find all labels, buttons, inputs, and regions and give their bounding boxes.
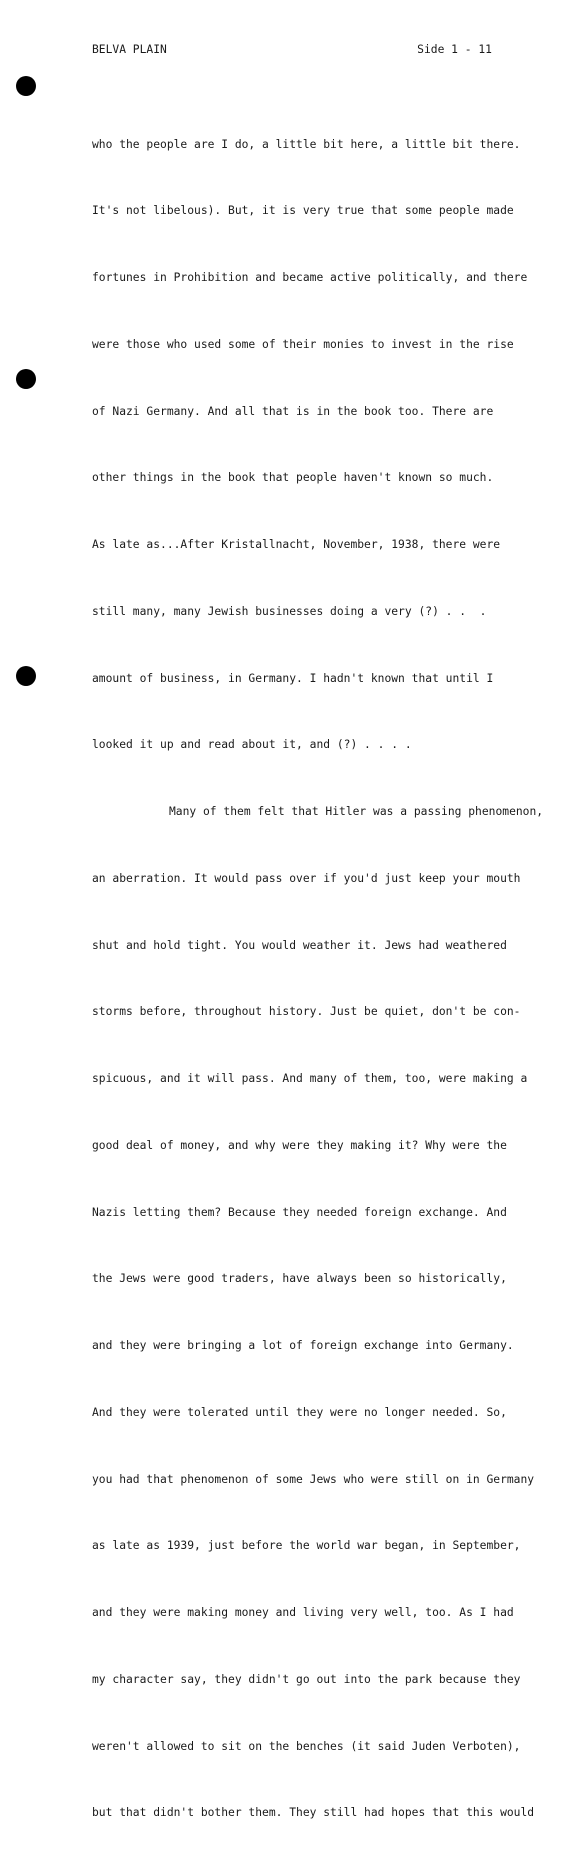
text-line: who the people are I do, a little bit here, a little bit there. — [92, 137, 521, 151]
binder-hole-icon — [16, 666, 36, 686]
text-line: shut and hold tight. You would weather it. Jews had weathered — [92, 938, 507, 952]
text-line: of Nazi Germany. And all that is in the book too. There are — [92, 404, 494, 418]
text-line: And they were tolerated until they were no longer needed. So, — [92, 1405, 507, 1419]
text-line: As late as...After Kristallnacht, November, 1938, there were — [92, 538, 501, 551]
text-line: the Jews were good traders, have always been so historically, — [92, 1272, 507, 1286]
header-author: BELVA PLAIN — [92, 43, 167, 56]
text-line: my character say, they didn't go out into the park because they — [92, 1672, 521, 1686]
text-line: as late as 1939, just before the world war began, in September, — [92, 1539, 521, 1553]
text-line: looked it up and read about it, and (?) . . . . — [92, 738, 412, 752]
text-line: amount of business, in Germany. I hadn't known that until I — [92, 671, 494, 685]
text-line: fortunes in Prohibition and became active politically, and there — [92, 271, 528, 284]
transcript-body — [92, 89, 562, 1869]
page-header — [92, 42, 492, 58]
binder-hole-icon — [16, 369, 36, 389]
text-line: and they were making money and living very well, too. As I had — [92, 1606, 514, 1619]
text-line: an aberration. It would pass over if you'd just keep your mouth — [92, 871, 521, 885]
text-line: but that didn't bother them. They still had hopes that this would — [92, 1806, 535, 1820]
text-line: storms before, throughout history. Just be quiet, don't be con- — [92, 1005, 521, 1019]
text-line: you had that phenomenon of some Jews who were still on in Germany — [92, 1472, 535, 1486]
text-line: other things in the book that people haven't known so much. — [92, 471, 494, 485]
text-line: weren't allowed to sit on the benches (it said Juden Verboten), — [92, 1739, 521, 1753]
header-page-reference: Side 1 - 11 — [417, 43, 492, 56]
text-line: It's not libelous). But, it is very true that some people made — [92, 204, 514, 218]
text-line: still many, many Jewish businesses doing a very (?) . . . — [92, 604, 487, 618]
binder-hole-icon — [16, 76, 36, 96]
text-line: good deal of money, and why were they making it? Why were the — [92, 1138, 507, 1152]
paragraph-first-line: Many of them felt that Hitler was a passing phenomenon, — [169, 805, 544, 818]
text-line: and they were bringing a lot of foreign exchange into Germany. — [92, 1339, 514, 1352]
text-line: were those who used some of their monies to invest in the rise — [92, 337, 514, 351]
text-line: spicuous, and it will pass. And many of them, too, were making a — [92, 1072, 528, 1085]
text-line: Nazis letting them? Because they needed foreign exchange. And — [92, 1205, 507, 1219]
